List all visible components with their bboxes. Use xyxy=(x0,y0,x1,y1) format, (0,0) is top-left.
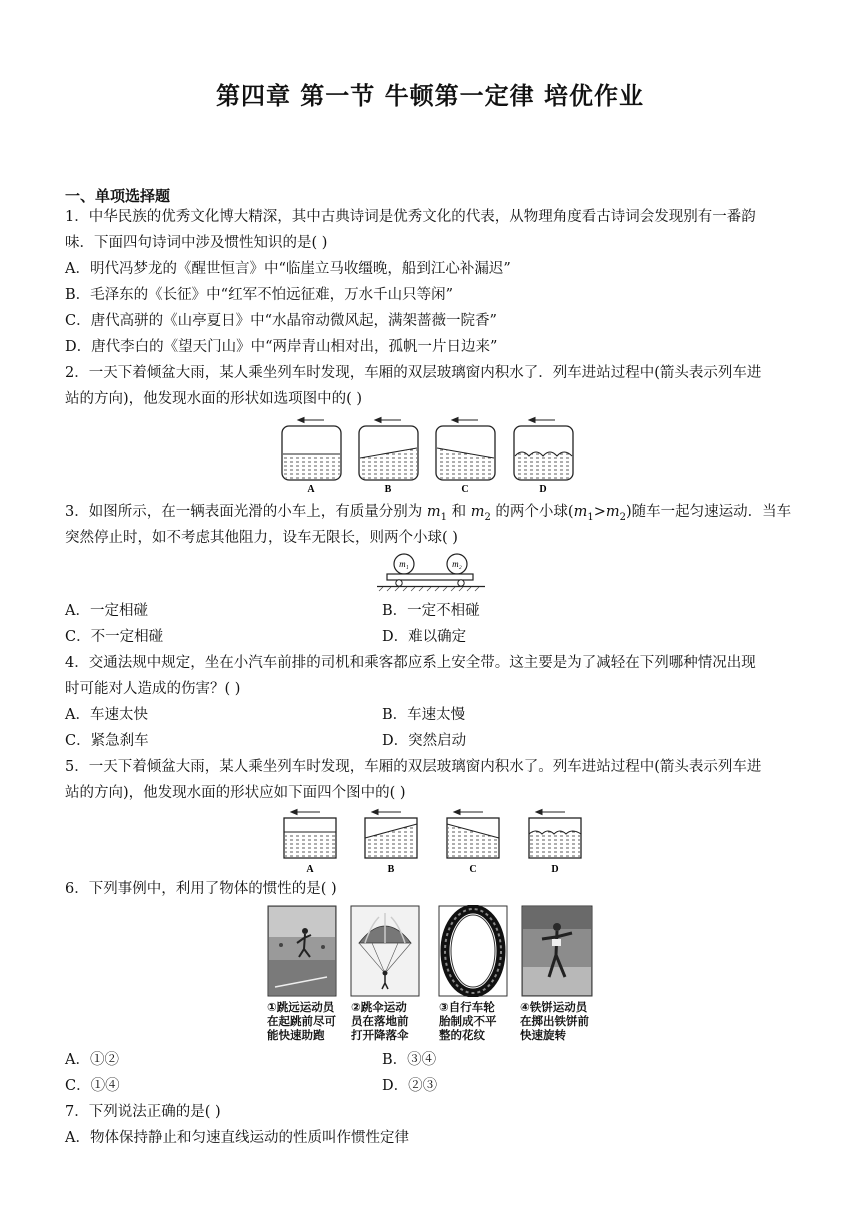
q1-option-c: C．唐代高骈的《山亭夏日》中“水晶帘动微风起，满架蔷薇一院香” xyxy=(65,313,497,329)
q6-option-c: C．①④ xyxy=(65,1078,120,1094)
q2-label-d: D xyxy=(539,484,547,495)
q3-option-c: C．不一定相碰 xyxy=(65,629,164,645)
q1-stem-line2: 味．下面四句诗词中涉及惯性知识的是( ) xyxy=(65,235,328,251)
cart-body xyxy=(387,574,473,580)
q6-stem: 6．下列事例中，利用了物体的惯性的是( ) xyxy=(65,881,337,897)
q2-stem-line2: 站的方向)，他发现水面的形状如选项图中的( ) xyxy=(65,391,363,407)
q1-stem-line1: 1．中华民族的优秀文化博大精深，其中古典诗词是优秀文化的代表，从物理角度看古诗词会发现别有一番韵 xyxy=(65,209,756,225)
q4-option-d: D．突然启动 xyxy=(382,733,467,749)
q2-label-a: A xyxy=(307,484,315,495)
q6-photos xyxy=(267,905,595,997)
q6-caption-2: ②跳伞运动 员在落地前 打开降落伞 xyxy=(351,1000,409,1042)
q5-label-a: A xyxy=(306,864,314,875)
q4-stem-line1: 4．交通法规中规定，坐在小汽车前排的司机和乘客都应系上安全带。这主要是为了减轻在下列哪种情况出现 xyxy=(65,655,756,671)
q6-option-b: B．③④ xyxy=(382,1052,437,1068)
q6-option-a: A．①② xyxy=(65,1052,119,1068)
q5-label-c: C xyxy=(469,864,477,875)
cart-wheel-right xyxy=(458,580,464,586)
q5-stem-line2: 站的方向)，他发现水面的形状应如下面四个图中的( ) xyxy=(65,785,406,801)
page-title: 第四章 第一节 牛顿第一定律 培优作业 xyxy=(215,81,645,110)
q1-option-b: B．毛泽东的《长征》中“红军不怕远征难，万水千山只等闲” xyxy=(65,287,453,303)
discus-photo xyxy=(522,906,592,996)
q3-stem-line2: 突然停止时，如不考虑其他阻力，设车无限长，则两个小球( ) xyxy=(65,530,458,546)
q2-label-c: C xyxy=(461,484,469,495)
q6-caption-4: ④铁饼运动员 在掷出铁饼前 快速旋转 xyxy=(520,1000,589,1042)
q5-stem-line1: 5．一天下着倾盆大雨，某人乘坐列车时发现，车厢的双层玻璃窗内积水了。列车进站过程中(箭头表示列车进 xyxy=(65,759,762,775)
q2-water-diagram xyxy=(278,412,580,498)
q3-stem-line1: 3．如图所示，在一辆表面光滑的小车上，有质量分别为 $m_1$ 和 $m_2$ 的两个小球$(m_1>m_2)$随车一起匀速运动．当车 xyxy=(65,504,792,523)
parachute-photo xyxy=(351,906,419,996)
q7-stem: 7．下列说法正确的是( ) xyxy=(65,1104,221,1120)
long-jump-photo xyxy=(268,906,336,996)
section-heading: 一、单项选择题 xyxy=(65,187,171,205)
bicycle-tire-photo xyxy=(439,906,507,996)
q3-cart-diagram xyxy=(375,552,487,592)
q3-option-a: A．一定相碰 xyxy=(65,603,148,619)
q5-label-d: D xyxy=(551,864,559,875)
q4-option-a: A．车速太快 xyxy=(65,707,148,723)
q1-option-a: A．明代冯梦龙的《醒世恒言》中“临崖立马收缰晚，船到江心补漏迟” xyxy=(65,261,511,277)
q6-option-d: D．②③ xyxy=(382,1078,438,1094)
q4-stem-line2: 时可能对人造成的伤害？( ) xyxy=(65,681,241,697)
q5-label-b: B xyxy=(387,864,395,875)
q2-stem-line1: 2．一天下着倾盆大雨，某人乘坐列车时发现，车厢的双层玻璃窗内积水了．列车进站过程中(箭头表示列车进 xyxy=(65,365,762,381)
ball-m1-label: m₁ xyxy=(399,559,409,569)
q4-option-b: B．车速太慢 xyxy=(382,707,466,723)
q3-option-b: B．一定不相碰 xyxy=(382,603,480,619)
q3-option-d: D．难以确定 xyxy=(382,629,467,645)
q5-water-diagram xyxy=(278,806,590,878)
q7-option-a: A．物体保持静止和匀速直线运动的性质叫作惯性定律 xyxy=(65,1130,409,1146)
q2-label-b: B xyxy=(384,484,392,495)
q1-option-d: D．唐代李白的《望天门山》中“两岸青山相对出，孤帆一片日边来” xyxy=(65,339,498,355)
q4-option-c: C．紧急刹车 xyxy=(65,733,149,749)
q6-caption-3: ③自行车轮 胎制成不平 整的花纹 xyxy=(439,1000,497,1042)
q6-caption-1: ①跳远运动员 在起跳前尽可 能快速助跑 xyxy=(267,1000,336,1042)
ball-m2-label: m₂ xyxy=(452,559,462,569)
cart-wheel-left xyxy=(396,580,402,586)
